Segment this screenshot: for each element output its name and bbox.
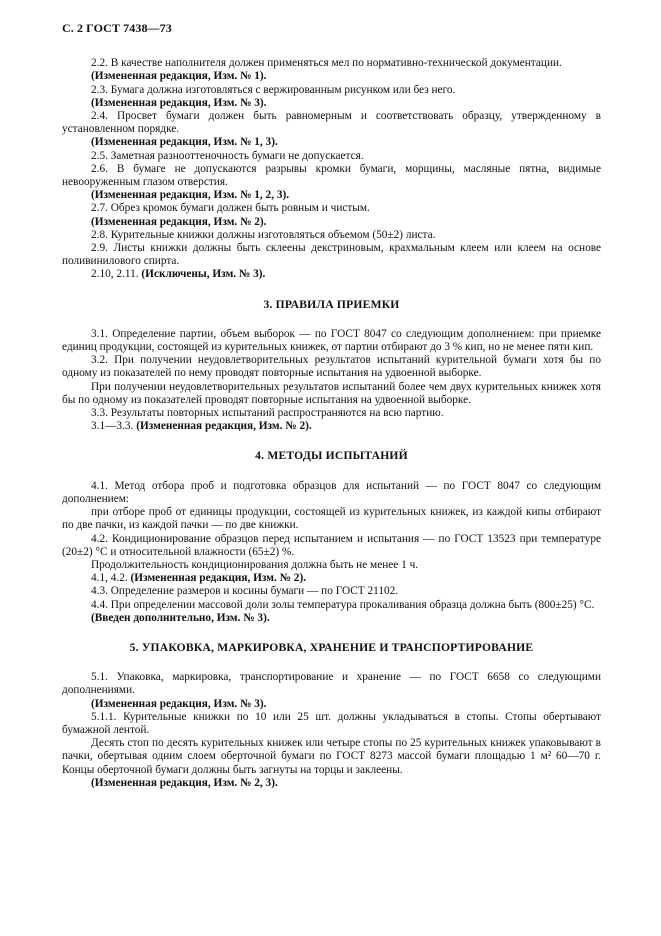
amendment-note: (Измененная редакция, Изм. № 2). [130,572,307,585]
amendment-note: (Измененная редакция, Изм. № 3). [91,697,267,710]
paragraph-2-9: 2.9. Листы книжки должны быть склеены декстриновым, крахмальным клеем или клеем на основе поливинилового спирта. [62,242,601,268]
paragraph-2-2: 2.2. В качестве наполнителя должен применяться мел по нормативно-технической документации. [91,57,562,70]
paragraph-5-1: 5.1. Упаковка, маркировка, транспортирование и хранение — по ГОСТ 6658 со следующими дополнениями. [62,671,601,697]
amendment-note: (Измененная редакция, Изм. № 2). [91,215,267,228]
paragraph-5-1-1-continued: Десять стоп по десять курительных книжек или четыре стопы по 25 курительных книжек упаковывают в пачки, обертывая одним слоем оберточной бумаги по ГОСТ 8273 массой бумаги площадью 1 м² 60—70 г. Концы оберточной бумаги должны быть загнуты на торцы и заклеены. [62,737,601,776]
paragraph-3-3: 3.3. Результаты повторных испытаний распространяются на всю партию. [91,407,444,420]
paragraph-4-1: 4.1. Метод отбора проб и подготовка образцов для испытаний — по ГОСТ 8047 со следующим дополнением: [62,479,601,505]
paragraph-4-2: 4.2. Кондиционирование образцов перед испытанием и испытания — по ГОСТ 13523 при температуре (20±2) °С и относительной влажности (65±2) %. [62,532,601,558]
paragraph-2-7: 2.7. Обрез кромок бумаги должен быть ровным и чистым. [91,202,370,215]
clause-numbers: 3.1—3.3. [91,420,134,433]
paragraph-2-5: 2.5. Заметная разнооттеночность бумаги не допускается. [91,149,364,162]
paragraph-3-1: 3.1. Определение партии, объем выборок — по ГОСТ 8047 со следующим дополнением: при приемке единиц продукции, состоящей из курительных книжек, от партии отбирают до 3 % кип, но не менее пяти кип. [62,327,601,354]
clause-numbers: 4.1, 4.2. [91,572,128,585]
paragraph-2-10-2-11 [62,268,601,281]
amendment-note: (Измененная редакция, Изм. № 2, 3). [91,776,278,789]
paragraph-4-2-continued: Продолжительность кондиционирования должна быть не менее 1 ч. [91,558,419,571]
clause-numbers: 2.10, 2.11. [91,268,139,281]
section-heading-3: 3. ПРАВИЛА ПРИЕМКИ [263,297,400,311]
paragraph-4-4: 4.4. При определении массовой доли золы температура прокаливания образца должна быть (800±25) °С. [91,598,595,611]
section-heading-5: 5. УПАКОВКА, МАРКИРОВКА, ХРАНЕНИЕ И ТРАНСПОРТИРОВАНИЕ [129,640,534,654]
paragraph-3-2-continued: При получении неудовлетворительных результатов испытаний более чем двух курительных книжек хотя бы по одному из показателей проводят повторные испытания на удвоенной выборке. [62,380,601,406]
paragraph-2-8: 2.8. Курительные книжки должны изготовляться объемом (50±2) листа. [91,228,436,241]
amendment-note: (Измененная редакция, Изм. № 3). [91,96,267,109]
paragraph-5-1-1: 5.1.1. Курительные книжки по 10 или 25 шт. должны укладываться в стопы. Стопы обертывают бумажной лентой. [62,710,601,736]
paragraph-3-1-3-3 [62,420,601,433]
paragraph-2-4: 2.4. Просвет бумаги должен быть равномерным и соответствовать образцу, утвержденному в установленном порядке. [62,110,601,136]
amendment-note: (Измененная редакция, Изм. № 1). [91,70,267,83]
section-heading-4: 4. МЕТОДЫ ИСПЫТАНИЙ [255,449,408,463]
amendment-note: (Измененная редакция, Изм. № 1, 2, 3). [91,189,290,202]
paragraph-2-6: 2.6. В бумаге не допускаются разрывы кромки бумаги, морщины, масляные пятна, видимые невооруженным глазом отверстия. [62,162,601,189]
amendment-note: (Измененная редакция, Изм. № 2). [136,420,312,433]
running-head: С. 2 ГОСТ 7438—73 [62,21,172,35]
amendment-note: (Введен дополнительно, Изм. № 3). [91,611,270,624]
amendment-note: (Исключены, Изм. № 3). [141,268,266,281]
amendment-note: (Измененная редакция, Изм. № 1, 3). [91,136,278,149]
paragraph-4-3: 4.3. Определение размеров и косины бумаги — по ГОСТ 21102. [91,585,399,598]
paragraph-2-3: 2.3. Бумага должна изготовляться с вержированным рисунком или без него. [91,83,456,96]
paragraph-3-2: 3.2. При получении неудовлетворительных результатов испытаний курительной бумаги хотя бы по одному из показателей по нему проводят повторные испытания на удвоенной выборке. [62,354,601,380]
paragraph-4-1-continued: при отборе проб от единицы продукции, состоящей из курительных книжек, из каждой кипы отбирают по две пачки, из каждой пачки — по две книжки. [62,506,601,532]
paragraph-4-1-4-2 [62,572,601,585]
